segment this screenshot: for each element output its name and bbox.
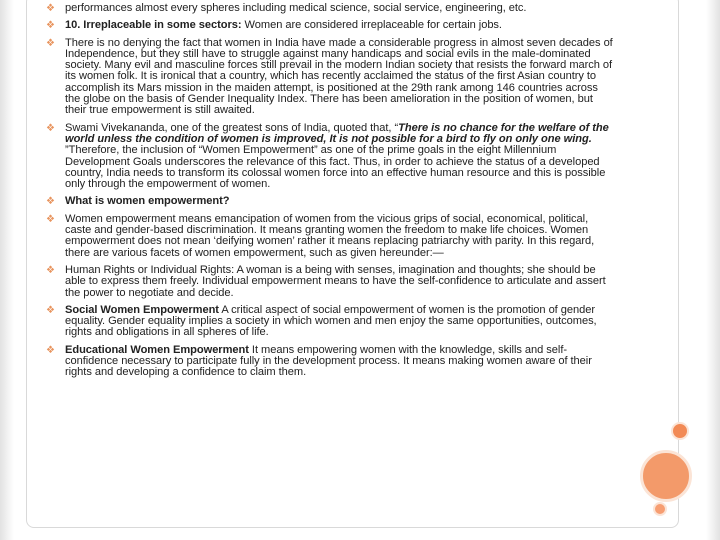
list-item bbox=[46, 3, 614, 14]
bullet-icon: ❖ bbox=[46, 20, 55, 32]
bullet-icon: ❖ bbox=[46, 344, 55, 356]
item-text: Women empowerment means emancipation of women from the vicious grips of social, economical, political, caste and gender-based discrimination. It means granting women the freedom to make life choices. Women empowerment does not mean ‘deifying women’ rather it means replacing patriarchy with parity. In this regard, there are various facets of women empowerment, such as given hereunder:— bbox=[65, 212, 595, 259]
list-item bbox=[46, 214, 614, 259]
decorative-circle-medium bbox=[671, 422, 689, 440]
item-heading: 10. Irreplaceable in some sectors: bbox=[65, 19, 242, 32]
list-item bbox=[46, 38, 614, 117]
item-text: Women are considered irreplaceable for certain jobs. bbox=[241, 19, 502, 32]
section-heading: What is women empowerment? bbox=[65, 195, 230, 208]
list-item bbox=[46, 123, 614, 191]
item-text: ”Therefore, the inclusion of “Women Empowerment” as one of the prime goals in the eight Millennium Development Goals underscores the relevance of this fact. Thus, in order to achieve the status of a developed country, India needs to transform its colossal women force into an effective human resource and this is possible only through the empowerment of women. bbox=[65, 144, 606, 191]
list-item bbox=[46, 265, 614, 299]
vivekananda-quote: There is no chance for the welfare of the world unless the condition of women is improved, It is not possible for a bird to fly on only one wing. bbox=[65, 121, 609, 145]
item-text: There is no denying the fact that women in India have made a considerable progress in almost seven decades of Independence, but they still have to struggle against many handicaps and social evils in the male-dominated society. Many evil and masculine forces still prevail in the modern Indian society that resists the forward march of its women folk. It is ironical that a country, which has recently acclaimed the status of the first Asian country to accomplish its Mars mission in the maiden attempt, is positioned at the 29th rank among 146 countries across the globe on the basis of Gender Inequality Index. There has been amelioration in the position of women, but their true empowerment is still awaited. bbox=[65, 36, 613, 117]
item-heading: Educational Women Empowerment bbox=[65, 343, 249, 356]
item-heading: Social Women Empowerment bbox=[65, 303, 219, 316]
item-text: performances almost every spheres including medical science, social service, engineering, etc. bbox=[65, 2, 527, 14]
left-gradient-band bbox=[0, 0, 14, 540]
bullet-icon: ❖ bbox=[46, 264, 55, 276]
item-text: Human Rights or Individual Rights: A woman is a being with senses, imagination and thoughts; she should be able to express them freely. Individual empowerment means to have the self-confidence to articulate and assert the power to negotiate and decide. bbox=[65, 263, 606, 299]
bullet-icon: ❖ bbox=[46, 122, 55, 134]
decorative-circle-large bbox=[640, 450, 692, 502]
bullet-icon: ❖ bbox=[46, 304, 55, 316]
bullet-icon: ❖ bbox=[46, 37, 55, 49]
list-item bbox=[46, 345, 614, 379]
item-text: It means empowering women with the knowledge, skills and self-confidence necessary to participate fully in the development process. It means making women aware of their rights and developing a confidence to claim them. bbox=[65, 343, 592, 379]
bullet-icon: ❖ bbox=[46, 196, 55, 208]
bullet-icon: ❖ bbox=[46, 3, 55, 14]
list-item bbox=[46, 20, 614, 31]
item-text: Swami Vivekananda, one of the greatest sons of India, quoted that, “ bbox=[65, 121, 399, 134]
item-text: A critical aspect of social empowerment of women is the promotion of gender equality. Gender equality implies a society in which women and men enjoy the same opportunities, outcomes, rights and obligations in all spheres of life. bbox=[65, 303, 597, 339]
slide-body bbox=[46, 3, 614, 379]
decorative-circle-small bbox=[653, 502, 667, 516]
list-item bbox=[46, 196, 614, 207]
bullet-icon: ❖ bbox=[46, 213, 55, 225]
list-item bbox=[46, 305, 614, 339]
right-gradient-band bbox=[706, 0, 720, 540]
